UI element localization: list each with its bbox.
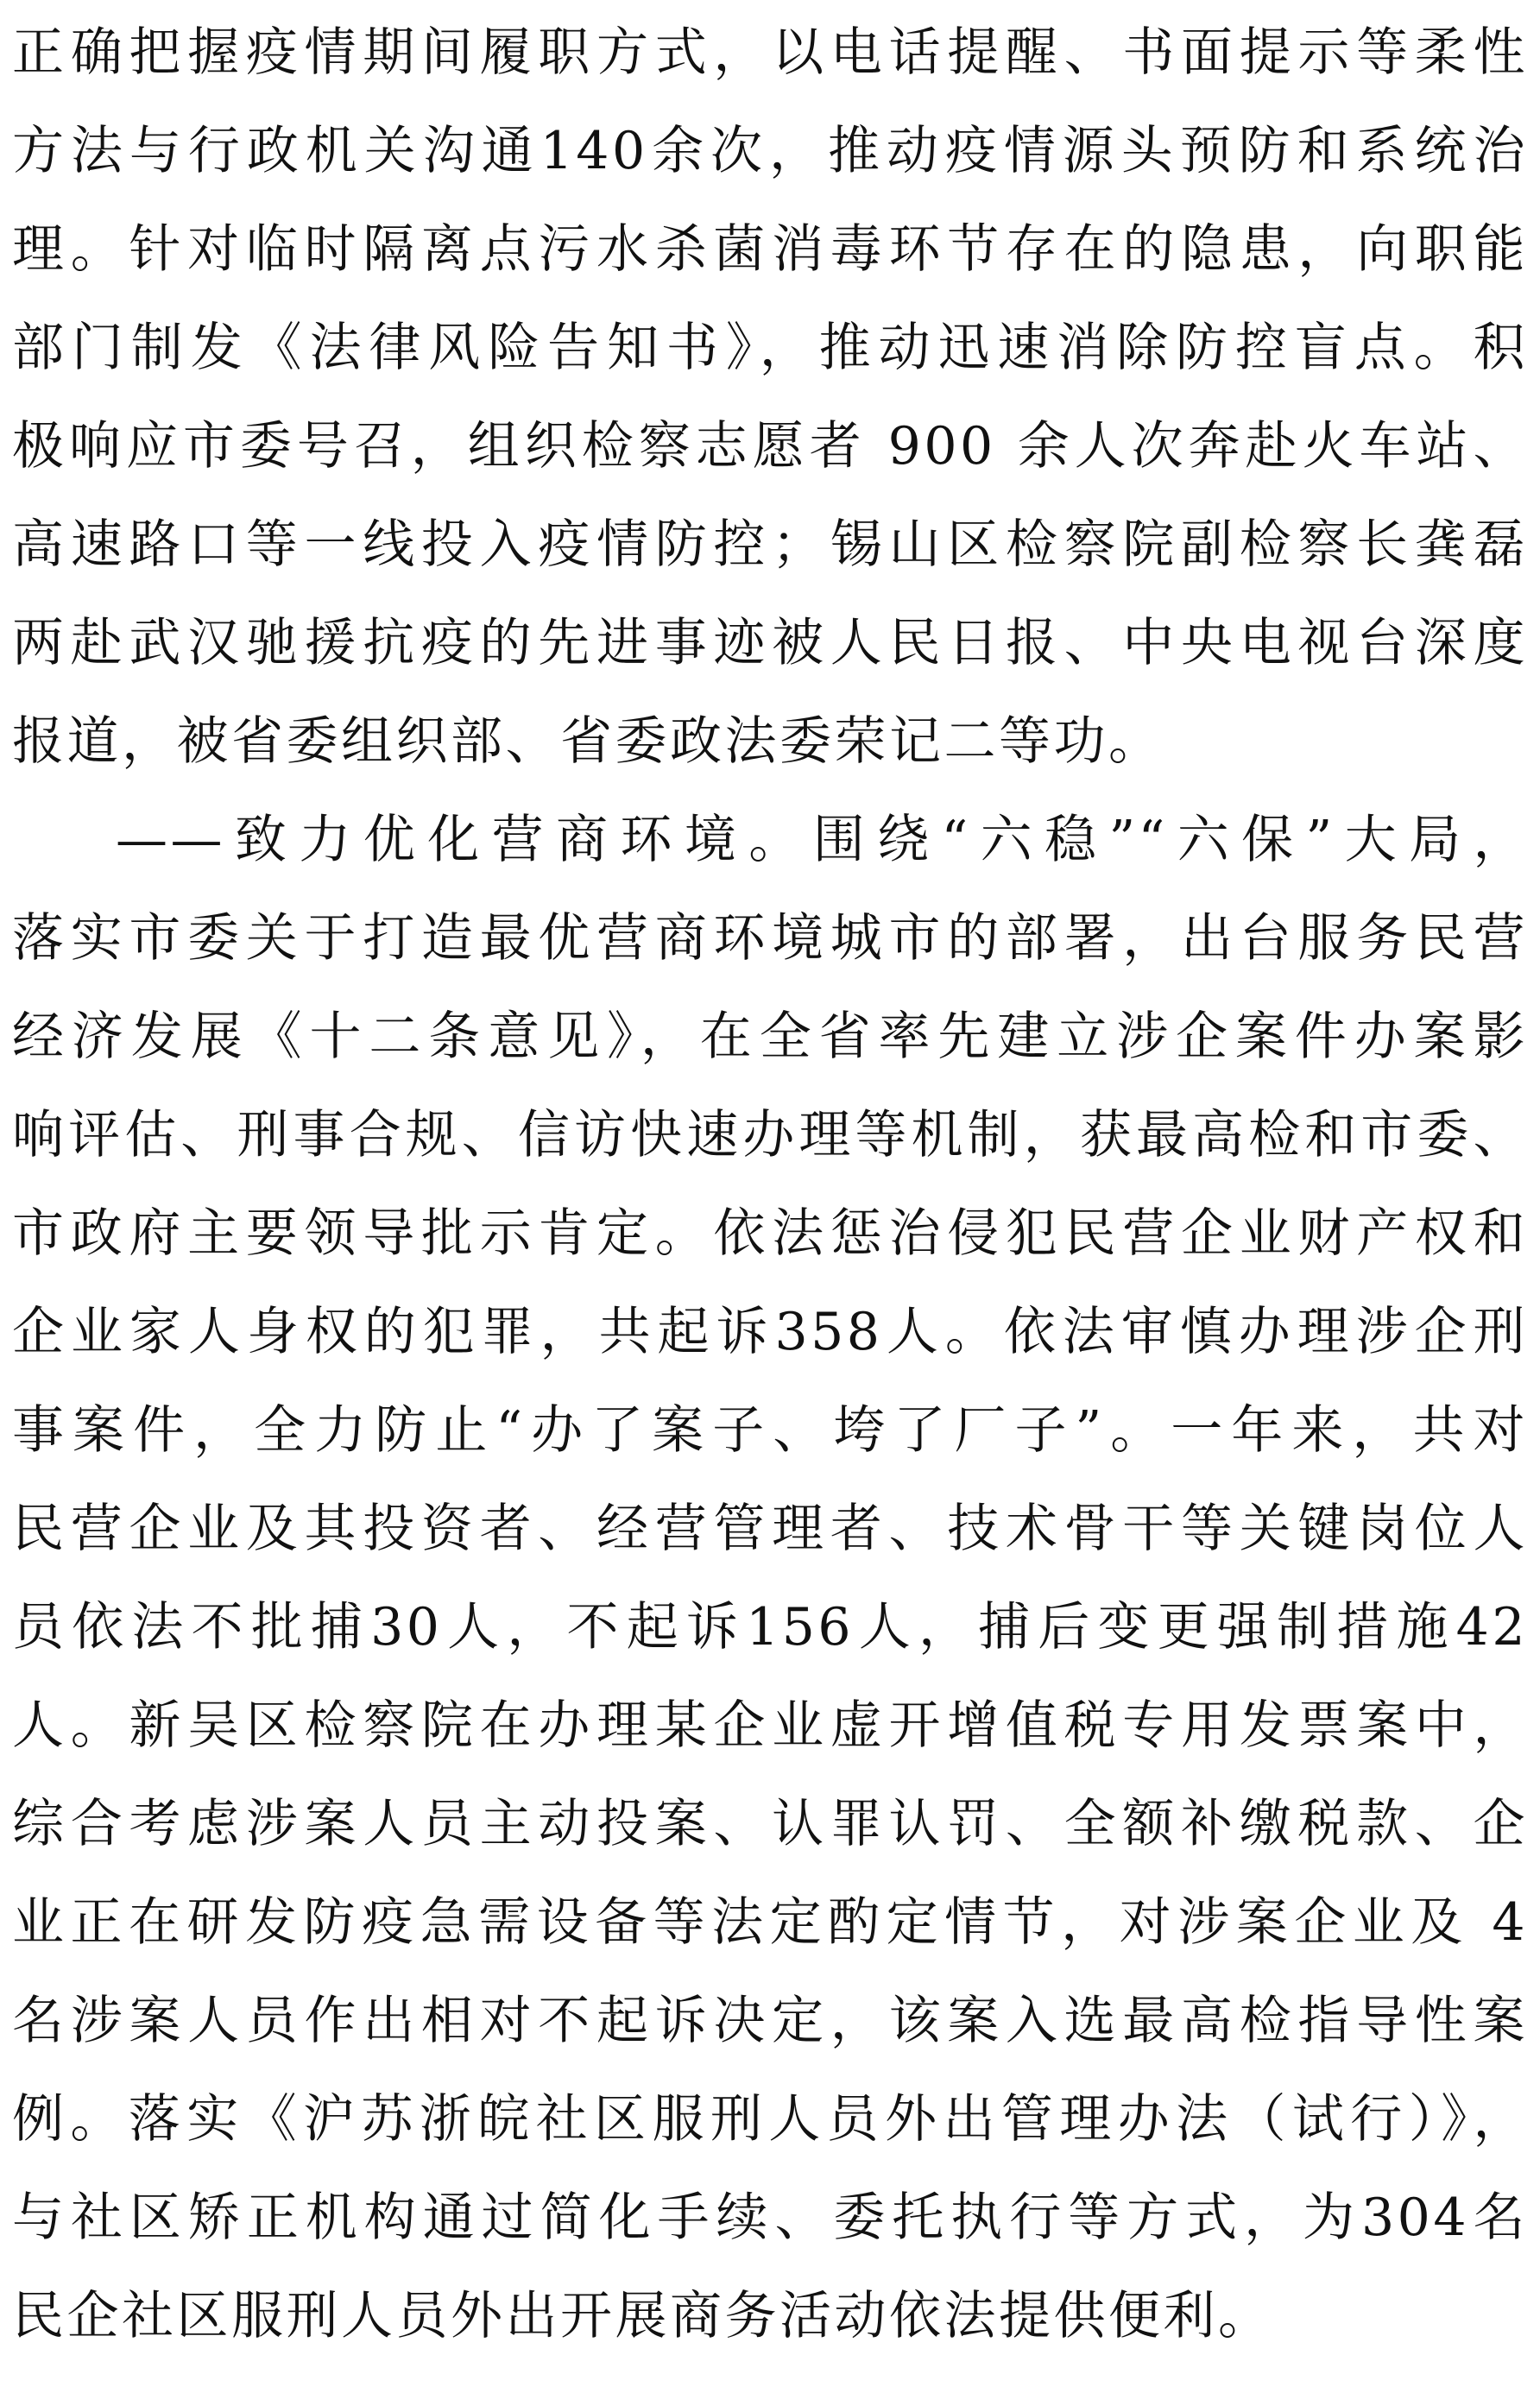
text-line: 业正在研发防疫急需设备等法定酌定情节，对涉案企业及 4 [12, 1892, 1528, 1953]
text-line: 市政府主要领导批示肯定。依法惩治侵犯民营企业财产权和 [12, 1203, 1528, 1264]
text-line: 理。针对临时隔离点污水杀菌消毒环节存在的隐患，向职能 [12, 219, 1528, 280]
text-line: 方法与行政机关沟通140余次，推动疫情源头预防和系统治 [12, 121, 1528, 181]
text-line: 正确把握疫情期间履职方式，以电话提醒、书面提示等柔性 [12, 22, 1528, 83]
text-line: 人。新吴区检察院在办理某企业虚开增值税专用发票案中， [12, 1695, 1528, 1756]
text-line: 极响应市委号召，组织检察志愿者 900 余人次奔赴火车站、 [12, 416, 1528, 477]
text-line: 例。落实《沪苏浙皖社区服刑人员外出管理办法（试行）》， [12, 2089, 1528, 2150]
text-line: 部门制发《法律风险告知书》，推动迅速消除防控盲点。积 [12, 318, 1528, 378]
text-line: 落实市委关于打造最优营商环境城市的部署，出台服务民营 [12, 908, 1528, 969]
body-text [12, 3, 1528, 2365]
text-line: 民企社区服刑人员外出开展商务活动依法提供便利。 [12, 2286, 1273, 2346]
text-line: 经济发展《十二条意见》，在全省率先建立涉企案件办案影 [12, 1007, 1528, 1067]
text-line: 响评估、刑事合规、信访快速办理等机制，获最高检和市委、 [12, 1105, 1528, 1165]
text-line: 综合考虑涉案人员主动投案、认罪认罚、全额补缴税款、企 [12, 1794, 1528, 1854]
text-line: 员依法不批捕30人，不起诉156人，捕后变更强制措施42 [12, 1597, 1528, 1657]
text-line: 名涉案人员作出相对不起诉决定，该案入选最高检指导性案 [12, 1991, 1528, 2051]
text-line: 民营企业及其投资者、经营管理者、技术骨干等关键岗位人 [12, 1499, 1528, 1559]
text-line: 报道，被省委组织部、省委政法委荣记二等功。 [12, 711, 1164, 772]
text-line: 企业家人身权的犯罪，共起诉358人。依法审慎办理涉企刑 [12, 1302, 1528, 1362]
paragraph-heading-line: ——致力优化营商环境。围绕“六稳”“六保”大局， [116, 810, 1528, 870]
text-line: 事案件，全力防止“办了案子、垮了厂子”。一年来，共对 [12, 1400, 1528, 1461]
text-line: 高速路口等一线投入疫情防控；锡山区检察院副检察长龚磊 [12, 515, 1528, 575]
text-line: 两赴武汉驰援抗疫的先进事迹被人民日报、中央电视台深度 [12, 613, 1528, 673]
text-line: 与社区矫正机构通过简化手续、委托执行等方式，为304名 [12, 2188, 1528, 2248]
